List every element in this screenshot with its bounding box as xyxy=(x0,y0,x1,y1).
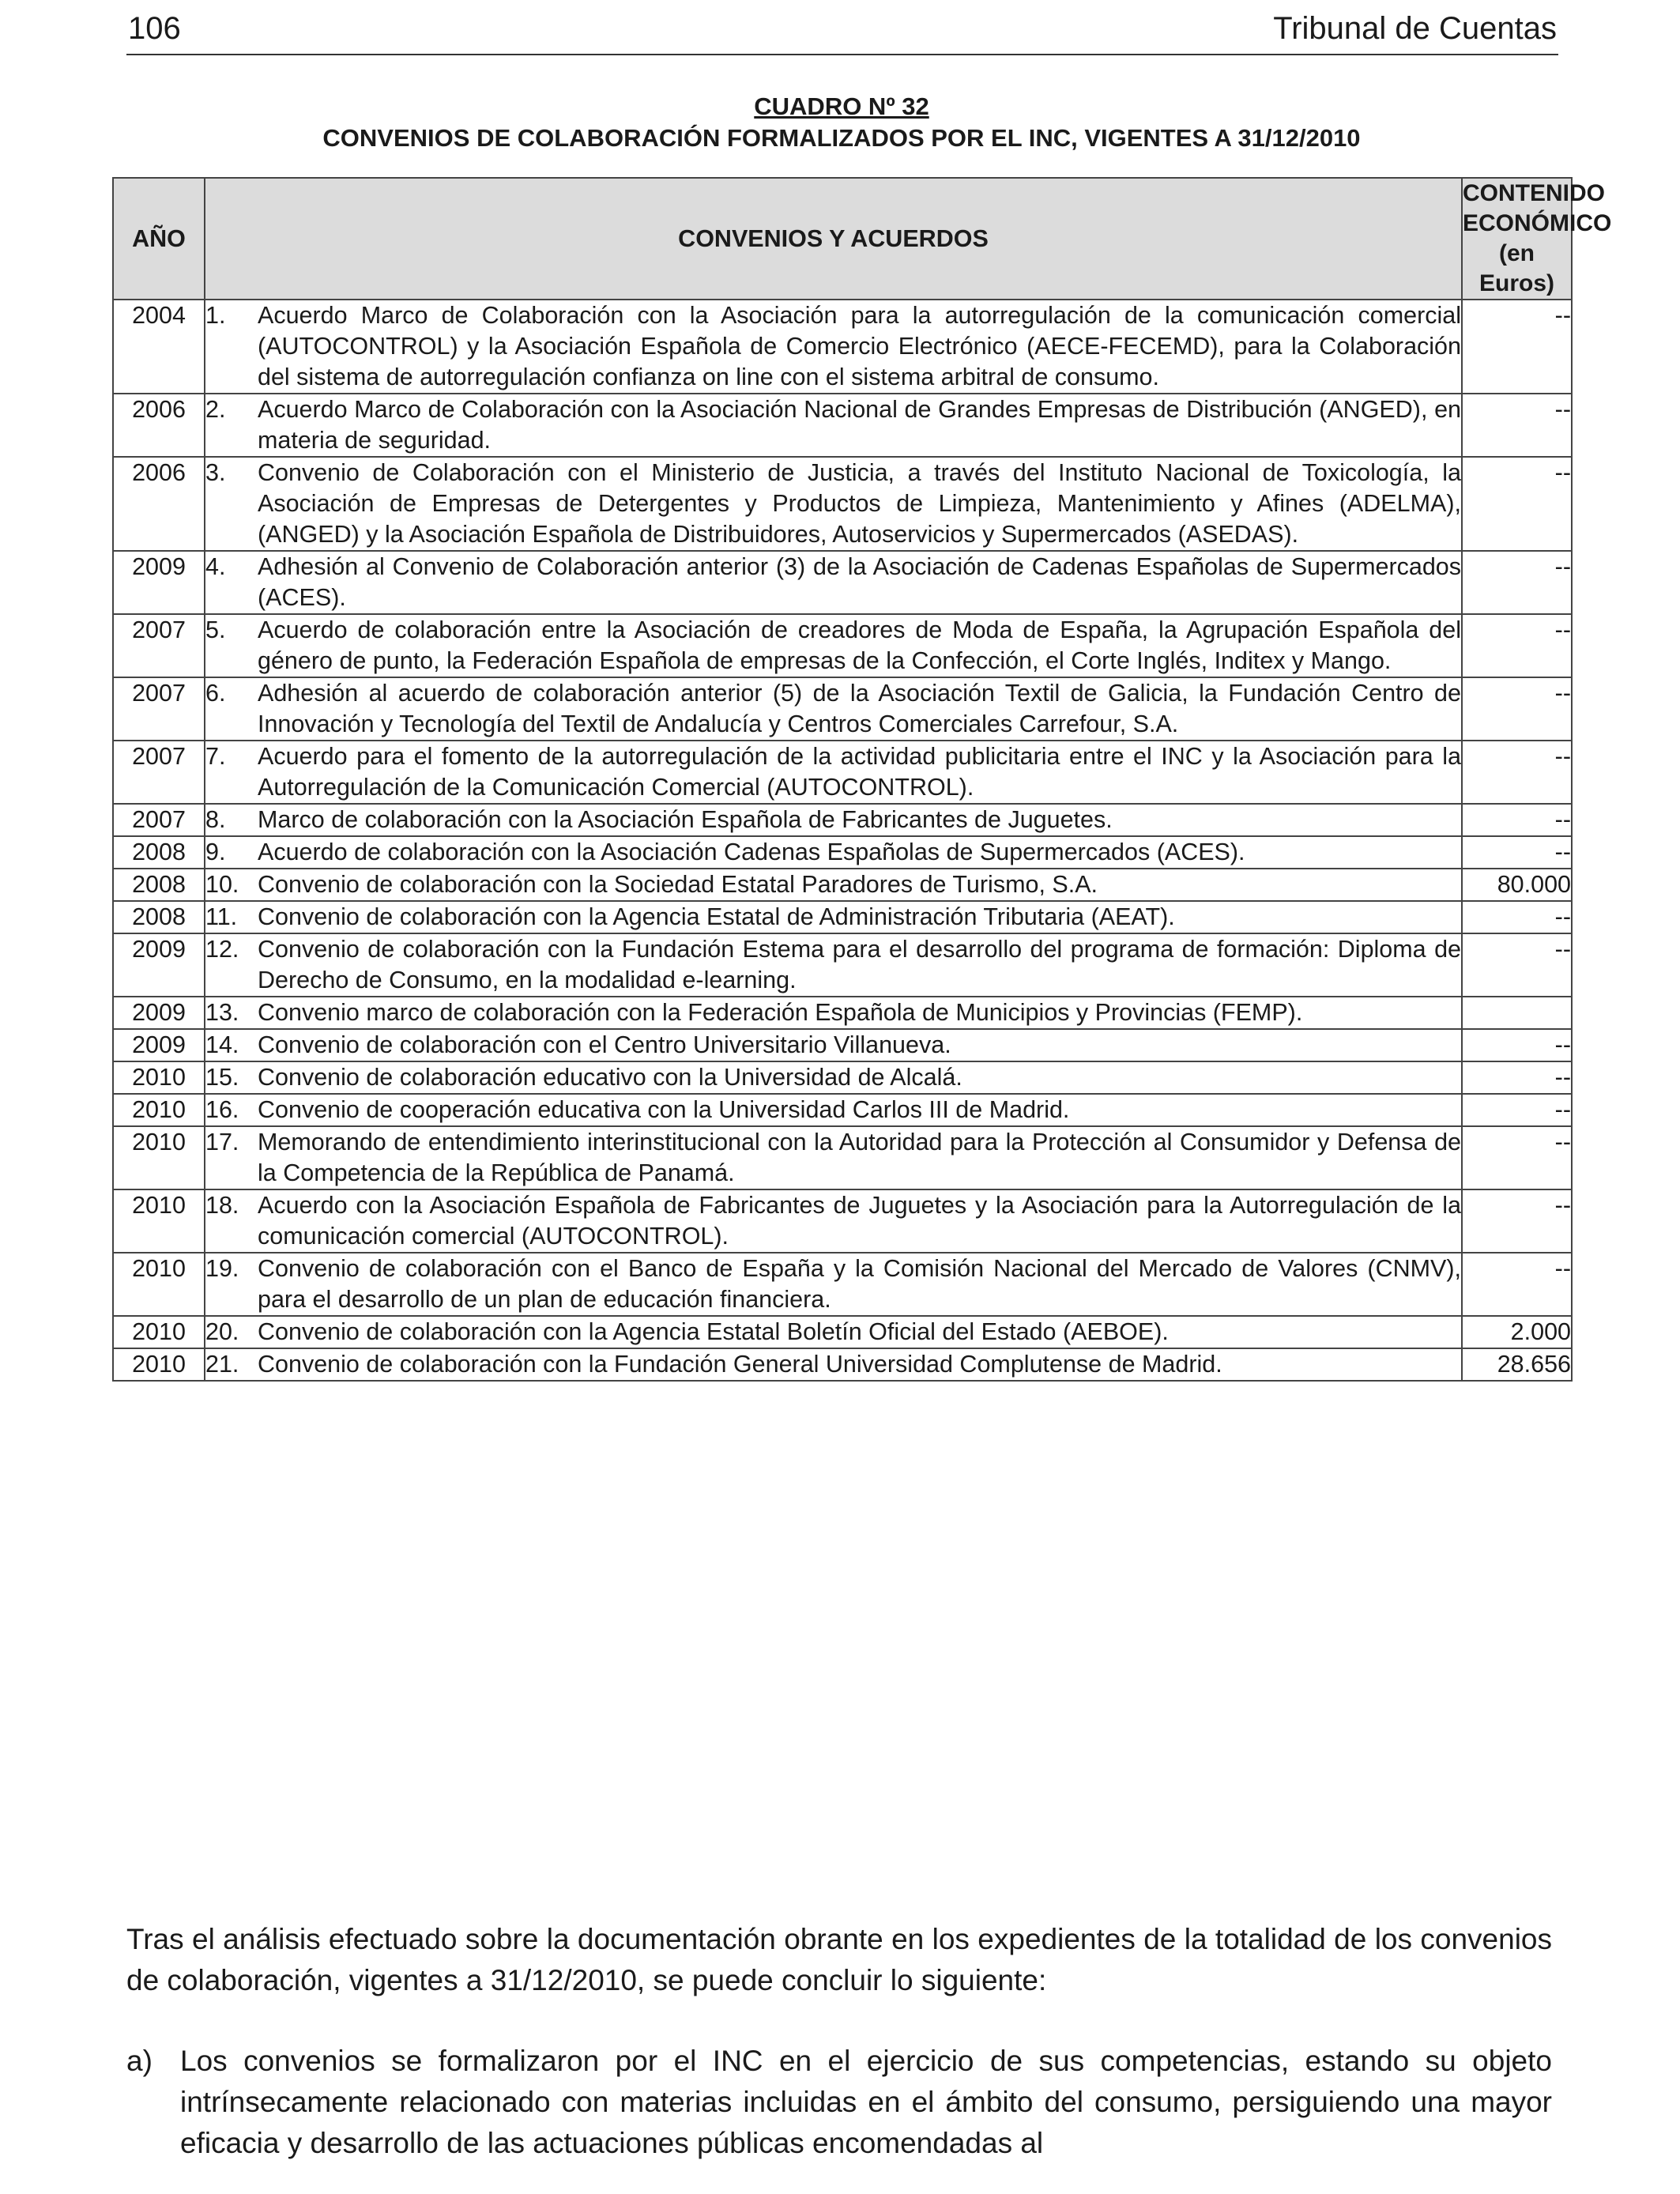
year-cell: 2009 xyxy=(113,933,205,997)
amount-cell: -- xyxy=(1462,1253,1572,1316)
amount-cell: 28.656 xyxy=(1462,1348,1572,1381)
year-cell: 2010 xyxy=(113,1189,205,1253)
amount-cell: 80.000 xyxy=(1462,869,1572,901)
agreement-cell xyxy=(205,1094,1462,1126)
agreement-cell xyxy=(205,1061,1462,1094)
amount-cell: -- xyxy=(1462,1061,1572,1094)
table-row xyxy=(113,1316,1572,1348)
table-number: CUADRO Nº 32 xyxy=(754,92,929,120)
amount-cell: -- xyxy=(1462,551,1572,614)
analysis-paragraph: Tras el análisis efectuado sobre la documentación obrante en los expedientes de la totalidad de los convenios de colaboración, vigentes a 31/12/2010, se puede concluir lo siguiente: xyxy=(126,1923,1552,1996)
agreement-text: Convenio de colaboración con la Sociedad Estatal Paradores de Turismo, S.A. xyxy=(258,871,1098,898)
agreement-number: 9. xyxy=(205,839,226,865)
agreement-item xyxy=(205,615,1461,677)
agreement-cell xyxy=(205,836,1462,869)
agreement-text: Convenio de Colaboración con el Ministerio de Justicia, a través del Instituto Nacional de Toxicología, la Asociación de Empresas de Detergentes y Productos de Limpieza, Mantenimiento y Afines (ADELMA), (ANGED) y la Asociación Española de Distribuidores, Autoservicios y Supermercados (ASEDAS). xyxy=(258,459,1461,548)
amount-cell: -- xyxy=(1462,741,1572,804)
table-row xyxy=(113,1094,1572,1126)
agreement-number: 16. xyxy=(205,1096,239,1123)
amount-cell: -- xyxy=(1462,1126,1572,1189)
agreement-cell xyxy=(205,933,1462,997)
amount-cell: -- xyxy=(1462,394,1572,457)
agreement-item xyxy=(205,678,1461,740)
agreements-table xyxy=(112,177,1612,1382)
table-row xyxy=(113,394,1572,457)
year-cell: 2007 xyxy=(113,804,205,836)
agreement-cell xyxy=(205,741,1462,804)
agreement-text: Convenio marco de colaboración con la Federación Española de Municipios y Provincias (FEMP). xyxy=(258,999,1303,1026)
agreement-item xyxy=(205,934,1461,996)
table-row xyxy=(113,1189,1572,1253)
year-cell: 2009 xyxy=(113,551,205,614)
agreement-cell xyxy=(205,1316,1462,1348)
agreement-item xyxy=(205,902,1461,933)
column-header-amount xyxy=(1462,178,1612,300)
table-row xyxy=(113,677,1572,741)
agreement-text: Adhesión al Convenio de Colaboración anterior (3) de la Asociación de Cadenas Españolas de Supermercados (ACES). xyxy=(258,553,1461,611)
agreement-text: Marco de colaboración con la Asociación Española de Fabricantes de Juguetes. xyxy=(258,806,1113,833)
table-title: CONVENIOS DE COLABORACIÓN FORMALIZADOS POR EL INC, VIGENTES A 31/12/2010 xyxy=(322,124,1361,152)
agreement-item xyxy=(205,458,1461,550)
point-marker: a) xyxy=(126,2045,153,2077)
agreement-number: 1. xyxy=(205,302,226,329)
table-row xyxy=(113,1029,1572,1061)
year-cell: 2010 xyxy=(113,1094,205,1126)
agreement-cell xyxy=(205,901,1462,933)
column-header-amount-line: (en Euros) xyxy=(1478,240,1554,296)
table-row xyxy=(113,901,1572,933)
agreement-number: 6. xyxy=(205,680,226,707)
table-row xyxy=(113,804,1572,836)
agreement-item xyxy=(205,1127,1461,1189)
column-header-amount-line: CONTENIDO xyxy=(1463,180,1605,206)
agreement-number: 10. xyxy=(205,871,239,898)
year-cell: 2006 xyxy=(113,457,205,551)
agreement-number: 19. xyxy=(205,1255,239,1282)
table-row xyxy=(113,1126,1572,1189)
table-row xyxy=(113,457,1572,551)
agreement-item xyxy=(205,394,1461,456)
agreement-number: 3. xyxy=(205,459,226,486)
agreement-number: 13. xyxy=(205,999,239,1026)
amount-cell: -- xyxy=(1462,836,1572,869)
agreement-number: 4. xyxy=(205,553,226,580)
table-row xyxy=(113,933,1572,997)
page-header xyxy=(126,6,1558,55)
agreement-cell xyxy=(205,394,1462,457)
conclusion-point-a xyxy=(126,2041,1552,2164)
agreement-number: 2. xyxy=(205,396,226,423)
agreement-cell xyxy=(205,1029,1462,1061)
amount-cell: 2.000 xyxy=(1462,1316,1572,1348)
year-cell: 2004 xyxy=(113,300,205,394)
agreement-cell xyxy=(205,804,1462,836)
agreement-number: 21. xyxy=(205,1351,239,1378)
agreement-text: Acuerdo de colaboración con la Asociación Cadenas Españolas de Supermercados (ACES). xyxy=(258,839,1245,865)
year-cell: 2009 xyxy=(113,1029,205,1061)
amount-cell: -- xyxy=(1462,1094,1572,1126)
amount-cell: -- xyxy=(1462,614,1572,677)
amount-cell: -- xyxy=(1462,300,1572,394)
agreement-text: Convenio de colaboración con la Agencia Estatal de Administración Tributaria (AEAT). xyxy=(258,903,1175,930)
agreement-cell xyxy=(205,551,1462,614)
point-text: Los convenios se formalizaron por el INC en el ejercicio de sus competencias, estando su objeto intrínsecamente relacionado con materias incluidas en el ámbito del consumo, persiguiendo una mayor eficacia y desarrollo de las actuaciones públicas encomendadas al xyxy=(180,2045,1552,2159)
agreement-item xyxy=(205,1190,1461,1252)
year-cell: 2006 xyxy=(113,394,205,457)
agreement-cell xyxy=(205,1348,1462,1381)
agreement-number: 14. xyxy=(205,1031,239,1058)
year-cell: 2007 xyxy=(113,677,205,741)
agreement-item xyxy=(205,1349,1461,1380)
year-cell: 2010 xyxy=(113,1126,205,1189)
column-header-agreements: CONVENIOS Y ACUERDOS xyxy=(205,178,1462,300)
agreement-number: 20. xyxy=(205,1318,239,1345)
table-row xyxy=(113,1348,1572,1381)
agreement-item xyxy=(205,300,1461,393)
table-row xyxy=(113,741,1572,804)
agreement-item xyxy=(205,552,1461,613)
table-row xyxy=(113,1061,1572,1094)
agreement-cell xyxy=(205,614,1462,677)
agreement-text: Acuerdo para el fomento de la autorregulación de la actividad publicitaria entre el INC y la Asociación para la Autorregulación de la Comunicación Comercial (AUTOCONTROL). xyxy=(258,743,1461,801)
agreement-number: 18. xyxy=(205,1192,239,1219)
amount-cell: -- xyxy=(1462,1029,1572,1061)
agreement-text: Acuerdo Marco de Colaboración con la Asociación para la autorregulación de la comunicación comercial (AUTOCONTROL) y la Asociación Española de Comercio Electrónico (AECE-FECEMD), para la Colaboración del sistema de autorregulación confianza on line con el sistema arbitral de consumo. xyxy=(258,302,1461,390)
agreement-number: 7. xyxy=(205,743,226,770)
agreement-item xyxy=(205,1062,1461,1093)
agreement-number: 17. xyxy=(205,1129,239,1155)
year-cell: 2010 xyxy=(113,1316,205,1348)
agreement-item xyxy=(205,837,1461,868)
table-row xyxy=(113,551,1572,614)
year-cell: 2010 xyxy=(113,1348,205,1381)
year-cell: 2008 xyxy=(113,869,205,901)
year-cell: 2008 xyxy=(113,836,205,869)
agreement-text: Convenio de colaboración educativo con la Universidad de Alcalá. xyxy=(258,1064,962,1091)
amount-cell: -- xyxy=(1462,677,1572,741)
year-cell: 2007 xyxy=(113,614,205,677)
agreement-number: 12. xyxy=(205,936,239,963)
year-cell: 2008 xyxy=(113,901,205,933)
agreement-number: 15. xyxy=(205,1064,239,1091)
agreement-text: Adhesión al acuerdo de colaboración anterior (5) de la Asociación Textil de Galicia, la Fundación Centro de Innovación y Tecnología del Textil de Andalucía y Centros Comerciales Carrefour, S.A. xyxy=(258,680,1461,737)
year-cell: 2007 xyxy=(113,741,205,804)
year-cell: 2009 xyxy=(113,997,205,1029)
agreement-item xyxy=(205,997,1461,1028)
agreement-text: Convenio de colaboración con la Fundación General Universidad Complutense de Madrid. xyxy=(258,1351,1222,1378)
agreement-text: Convenio de colaboración con el Banco de España y la Comisión Nacional del Mercado de Valores (CNMV), para el desarrollo de un plan de educación financiera. xyxy=(258,1255,1461,1313)
page-source: Tribunal de Cuentas xyxy=(1273,11,1557,46)
agreement-text: Acuerdo Marco de Colaboración con la Asociación Nacional de Grandes Empresas de Distribución (ANGED), en materia de seguridad. xyxy=(258,396,1461,454)
amount-cell: -- xyxy=(1462,901,1572,933)
agreement-cell xyxy=(205,869,1462,901)
agreement-text: Convenio de colaboración con la Fundación Estema para el desarrollo del programa de formación: Diploma de Derecho de Consumo, en la modalidad e-learning. xyxy=(258,936,1461,993)
table-row xyxy=(113,614,1572,677)
year-cell: 2010 xyxy=(113,1253,205,1316)
amount-cell xyxy=(1462,997,1572,1029)
amount-cell: -- xyxy=(1462,1189,1572,1253)
page-number: 106 xyxy=(128,11,181,46)
agreement-cell xyxy=(205,300,1462,394)
amount-cell: -- xyxy=(1462,804,1572,836)
table-row xyxy=(113,836,1572,869)
table-row xyxy=(113,997,1572,1029)
agreement-item xyxy=(205,1095,1461,1125)
agreement-number: 8. xyxy=(205,806,226,833)
agreement-item xyxy=(205,741,1461,803)
agreement-text: Memorando de entendimiento interinstitucional con la Autoridad para la Protección al Consumidor y Defensa de la Competencia de la República de Panamá. xyxy=(258,1129,1461,1186)
agreement-item xyxy=(205,805,1461,835)
agreement-cell xyxy=(205,457,1462,551)
amount-cell: -- xyxy=(1462,933,1572,997)
agreement-item xyxy=(205,869,1461,900)
agreement-item xyxy=(205,1317,1461,1348)
agreement-item xyxy=(205,1253,1461,1315)
amount-cell: -- xyxy=(1462,457,1572,551)
agreement-cell xyxy=(205,677,1462,741)
table-caption xyxy=(112,91,1571,154)
agreement-text: Convenio de cooperación educativa con la Universidad Carlos III de Madrid. xyxy=(258,1096,1070,1123)
table-row xyxy=(113,1253,1572,1316)
table-header-row xyxy=(113,178,1572,300)
agreement-text: Convenio de colaboración con el Centro Universitario Villanueva. xyxy=(258,1031,951,1058)
agreement-cell xyxy=(205,1253,1462,1316)
agreement-number: 5. xyxy=(205,616,226,643)
year-cell: 2010 xyxy=(113,1061,205,1094)
agreement-item xyxy=(205,1030,1461,1061)
column-header-year: AÑO xyxy=(113,178,205,300)
column-header-amount-line: ECONÓMICO xyxy=(1463,210,1612,236)
agreement-text: Acuerdo de colaboración entre la Asociación de creadores de Moda de España, la Agrupación Española del género de punto, la Federación Española de empresas de la Confección, el Corte Inglés, Inditex y Mango. xyxy=(258,616,1461,674)
agreement-cell xyxy=(205,1189,1462,1253)
agreement-number: 11. xyxy=(205,903,238,930)
agreement-text: Convenio de colaboración con la Agencia Estatal Boletín Oficial del Estado (AEBOE). xyxy=(258,1318,1169,1345)
table-row xyxy=(113,869,1572,901)
agreement-cell xyxy=(205,1126,1462,1189)
table-row xyxy=(113,300,1572,394)
table-body xyxy=(113,300,1572,1381)
agreement-text: Acuerdo con la Asociación Española de Fabricantes de Juguetes y la Asociación para la Autorregulación de la comunicación comercial (AUTOCONTROL). xyxy=(258,1192,1461,1250)
agreement-cell xyxy=(205,997,1462,1029)
